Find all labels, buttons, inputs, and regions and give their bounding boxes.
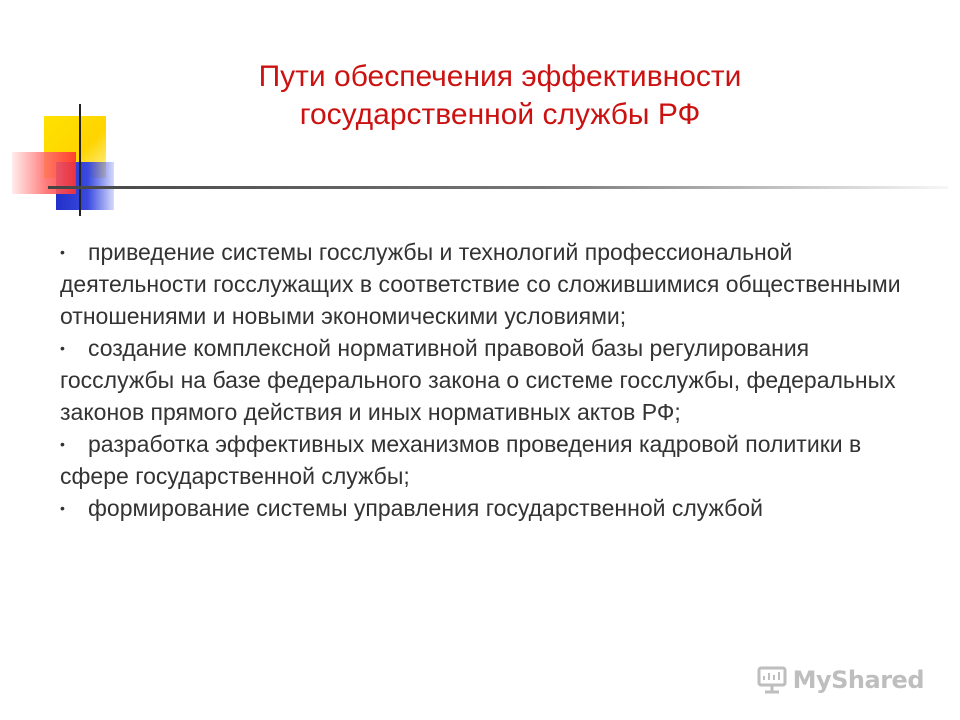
presentation-board-icon: [757, 666, 787, 694]
list-item-text: создание комплексной нормативной правовой базы регулирования госслужбы на базе федерального закона о системе госслужбы, федеральных законов прямого действия и иных нормативных актов РФ;: [60, 335, 896, 425]
list-item-text: формирование системы управления государственной службой: [88, 495, 763, 521]
list-item: [60, 428, 920, 492]
bullet-icon: •: [60, 244, 65, 260]
watermark-text: MyShared: [792, 666, 924, 694]
title-line-2: государственной службы РФ: [299, 98, 701, 131]
list-item: [60, 332, 920, 428]
list-item: [60, 236, 920, 332]
bullet-icon: •: [60, 340, 65, 356]
horizontal-divider: [48, 186, 948, 189]
vertical-divider: [79, 104, 81, 216]
list-item-text: приведение системы госслужбы и технологий профессиональной деятельности госслужащих в соответствие со сложившимися общественными отношениями и новыми экономическими условиями;: [60, 239, 901, 329]
slide-title: [140, 58, 860, 134]
bullet-icon: •: [60, 436, 65, 452]
title-line-1: Пути обеспечения эффективности: [258, 60, 742, 93]
bullet-list: [60, 236, 920, 524]
list-item: [60, 492, 920, 524]
bullet-icon: •: [60, 500, 65, 516]
decorative-logo: [0, 100, 140, 220]
watermark: [757, 666, 924, 694]
list-item-text: разработка эффективных механизмов проведения кадровой политики в сфере государственной службы;: [60, 431, 862, 489]
